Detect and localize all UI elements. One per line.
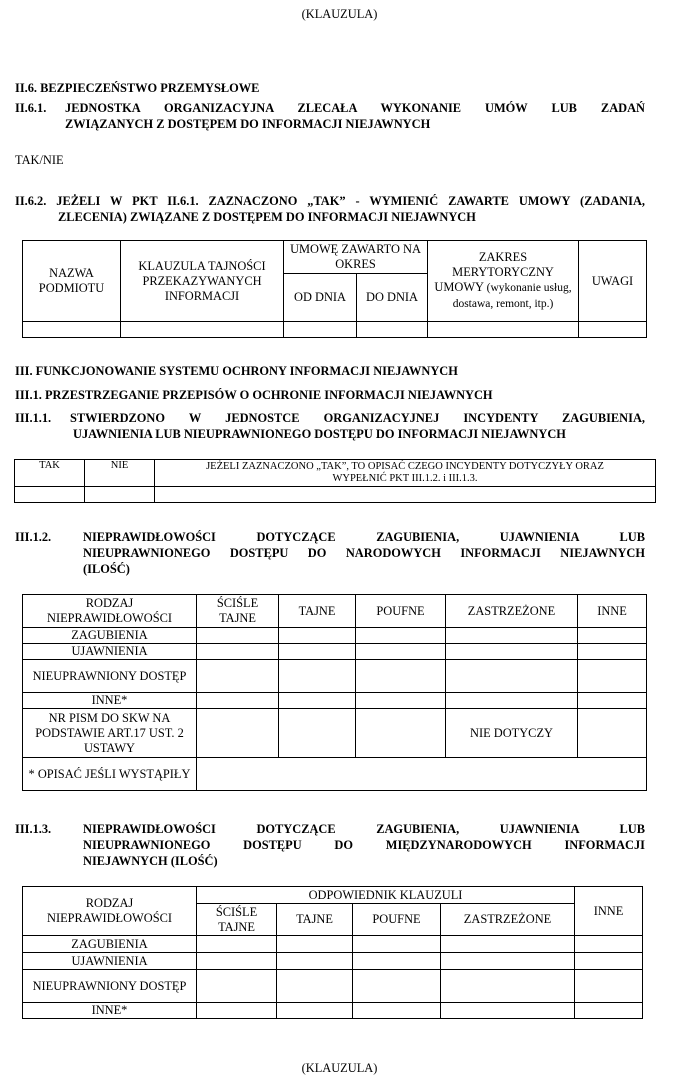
section-III11-line1: STWIERDZONO W JEDNOSTCE ORGANIZACYJNEJ INCYDENTY ZAGUBIENIA, [70,411,645,425]
section-III12-number: III.1.2. [15,530,52,544]
table-cell[interactable] [353,936,441,953]
row-zagubienia: ZAGUBIENIA [23,936,197,953]
table-cell[interactable] [446,693,578,709]
col-klauzula-tajnosci: KLAUZULA TAJNOŚCI PRZEKAZYWANYCH INFORMACJI [121,241,284,322]
footer-clause: (KLAUZULA) [301,1061,378,1075]
col-tajne: TAJNE [277,904,353,936]
incidents-table [14,459,656,503]
table-cell[interactable] [23,322,121,338]
table-cell[interactable] [121,322,284,338]
section-II62-heading [15,193,645,225]
col-zakres-detail: (wykonanie usług, dostawa, remont, itp.) [452,282,572,310]
col-rodzaj: RODZAJ NIEPRAWIDŁOWOŚCI [23,595,197,628]
table-cell[interactable] [277,953,353,970]
table-cell[interactable] [575,1003,643,1019]
section-III1-heading: III.1. PRZESTRZEGANIE PRZEPISÓW O OCHRONIE INFORMACJI NIEJAWNYCH [15,388,493,402]
col-zakres-label: ZAKRES MERYTORYCZNY UMOWY [434,250,554,294]
section-III13-line2: NIEUPRAWNIONEGO DOSTĘPU DO MIĘDZYNARODOWYCH INFORMACJI [83,838,645,852]
table-cell[interactable] [197,936,277,953]
row-inne: INNE* [23,1003,197,1019]
col-zastrzezone: ZASTRZEŻONE [441,904,575,936]
section-II61-line2: ZWIĄZANYCH Z DOSTĘPEM DO INFORMACJI NIEJAWNYCH [65,117,431,131]
table-cell[interactable] [353,970,441,1003]
row-ujawnienia: UJAWNIENIA [23,953,197,970]
table-cell[interactable] [197,644,279,660]
national-irregularities-table [22,594,647,791]
col-zakres [428,241,579,322]
section-III11-line2: UJAWNIENIA LUB NIEUPRAWNIONEGO DOSTĘPU DO INFORMACJI NIEJAWNYCH [73,427,566,441]
table-cell[interactable] [279,660,356,693]
table-cell[interactable] [578,628,647,644]
col-poufne: POUFNE [356,595,446,628]
col-poufne: POUFNE [353,904,441,936]
col-tajne: TAJNE [279,595,356,628]
section-II61-heading [15,100,645,132]
table-cell[interactable] [277,970,353,1003]
section-II62-line1: II.6.2. JEŻELI W PKT II.6.1. ZAZNACZONO „TAK” - WYMIENIĆ ZAWARTE UMOWY (ZADANIA, [15,194,645,208]
col-opis-line1: JEŻELI ZAZNACZONO „TAK”, TO OPISAĆ CZEGO INCYDENTY DOTYCZYŁY ORAZ [206,461,604,472]
table-cell[interactable] [441,970,575,1003]
table-cell[interactable] [197,693,279,709]
table-cell[interactable] [197,953,277,970]
table-cell[interactable] [441,1003,575,1019]
col-rodzaj: RODZAJ NIEPRAWIDŁOWOŚCI [23,887,197,936]
opisac-description-cell[interactable] [197,758,647,791]
col-nazwa-podmiotu: NAZWA PODMIOTU [23,241,121,322]
row-zagubienia: ZAGUBIENIA [23,628,197,644]
table-cell[interactable] [446,628,578,644]
section-III13-line3: NIEJAWNYCH (ILOŚĆ) [83,854,218,868]
table-cell[interactable] [446,644,578,660]
table-cell[interactable] [356,660,446,693]
table-cell[interactable] [578,644,647,660]
col-nie: NIE [85,460,155,487]
col-opis-line2: WYPEŁNIĆ PKT III.1.2. i III.1.3. [332,473,478,484]
table-cell[interactable] [279,644,356,660]
table-cell[interactable] [279,693,356,709]
table-cell[interactable] [575,936,643,953]
table-cell[interactable] [428,322,579,338]
row-nr-pism: NR PISM DO SKW NA PODSTAWIE ART.17 UST. 2 USTAWY [23,709,197,758]
section-III11-heading [15,410,645,442]
col-tak: TAK [15,460,85,487]
table-cell[interactable] [357,322,428,338]
international-irregularities-table [22,886,643,1019]
section-III12-line3: (ILOŚĆ) [83,562,130,576]
tak-nie-answer: TAK/NIE [15,153,64,167]
table-cell[interactable] [197,660,279,693]
table-cell[interactable] [356,628,446,644]
col-od-dnia: OD DNIA [284,274,357,322]
table-cell[interactable] [356,709,446,758]
row-ujawnienia: UJAWNIENIA [23,644,197,660]
table-cell[interactable] [197,970,277,1003]
section-II61-line1: JEDNOSTKA ORGANIZACYJNA ZLECAŁA WYKONANIE UMÓW LUB ZADAŃ [65,101,645,115]
table-cell[interactable] [356,644,446,660]
table-cell[interactable] [441,953,575,970]
table-cell[interactable] [197,1003,277,1019]
table-cell[interactable] [356,693,446,709]
row-opisac-note: * OPISAĆ JEŚLI WYSTĄPIŁY [23,758,197,791]
col-inne: INNE [575,887,643,936]
col-zastrzezone: ZASTRZEŻONE [446,595,578,628]
table-cell[interactable] [353,1003,441,1019]
col-opis [155,460,656,487]
table-cell[interactable] [279,628,356,644]
section-III12-line2: NIEUPRAWNIONEGO DOSTĘPU DO NARODOWYCH INFORMACJI NIEJAWNYCH [83,546,645,560]
table-cell[interactable] [575,953,643,970]
section-III-heading: III. FUNKCJONOWANIE SYSTEMU OCHRONY INFORMACJI NIEJAWNYCH [15,364,458,378]
row-nieuprawniony-dostep: NIEUPRAWNIONY DOSTĘP [23,970,197,1003]
table-cell[interactable] [277,936,353,953]
table-cell[interactable] [284,322,357,338]
table-cell[interactable] [441,936,575,953]
table-cell[interactable] [575,970,643,1003]
col-do-dnia: DO DNIA [357,274,428,322]
section-II62-line2: ZLECENIA) ZWIĄZANE Z DOSTĘPEM DO INFORMACJI NIEJAWNYCH [58,210,476,224]
header-clause: (KLAUZULA) [301,7,378,21]
section-III13-heading [15,821,645,869]
table-cell[interactable] [578,660,647,693]
section-III13-number: III.1.3. [15,822,52,836]
table-cell[interactable] [197,709,279,758]
section-III11-number: III.1.1. [15,411,52,425]
table-cell[interactable] [578,693,647,709]
col-inne: INNE [578,595,647,628]
row-inne: INNE* [23,693,197,709]
nie-dotyczy-cell: NIE DOTYCZY [446,709,578,758]
table-cell[interactable] [578,709,647,758]
table-cell[interactable] [155,487,656,503]
contracts-table [22,240,647,338]
table-cell[interactable] [277,1003,353,1019]
col-odpowiednik-klauzuli: ODPOWIEDNIK KLAUZULI [197,887,575,904]
table-cell[interactable] [446,660,578,693]
table-cell[interactable] [85,487,155,503]
table-cell[interactable] [15,487,85,503]
table-cell[interactable] [579,322,647,338]
col-scisle-tajne: ŚCIŚLE TAJNE [197,904,277,936]
section-II6-heading: II.6. BEZPIECZEŃSTWO PRZEMYSŁOWE [15,81,260,95]
table-cell[interactable] [279,709,356,758]
table-cell[interactable] [197,628,279,644]
section-III12-line1: NIEPRAWIDŁOWOŚCI DOTYCZĄCE ZAGUBIENIA, UJAWNIENIA LUB [83,530,645,544]
col-scisle-tajne: ŚCIŚLE TAJNE [197,595,279,628]
section-III12-heading [15,529,645,577]
section-III13-line1: NIEPRAWIDŁOWOŚCI DOTYCZĄCE ZAGUBIENIA, UJAWNIENIA LUB [83,822,645,836]
row-nieuprawniony-dostep: NIEUPRAWNIONY DOSTĘP [23,660,197,693]
col-uwagi: UWAGI [579,241,647,322]
section-II61-number: II.6.1. [15,101,47,115]
col-umowe-zawarto: UMOWĘ ZAWARTO NA OKRES [284,241,428,274]
table-cell[interactable] [353,953,441,970]
